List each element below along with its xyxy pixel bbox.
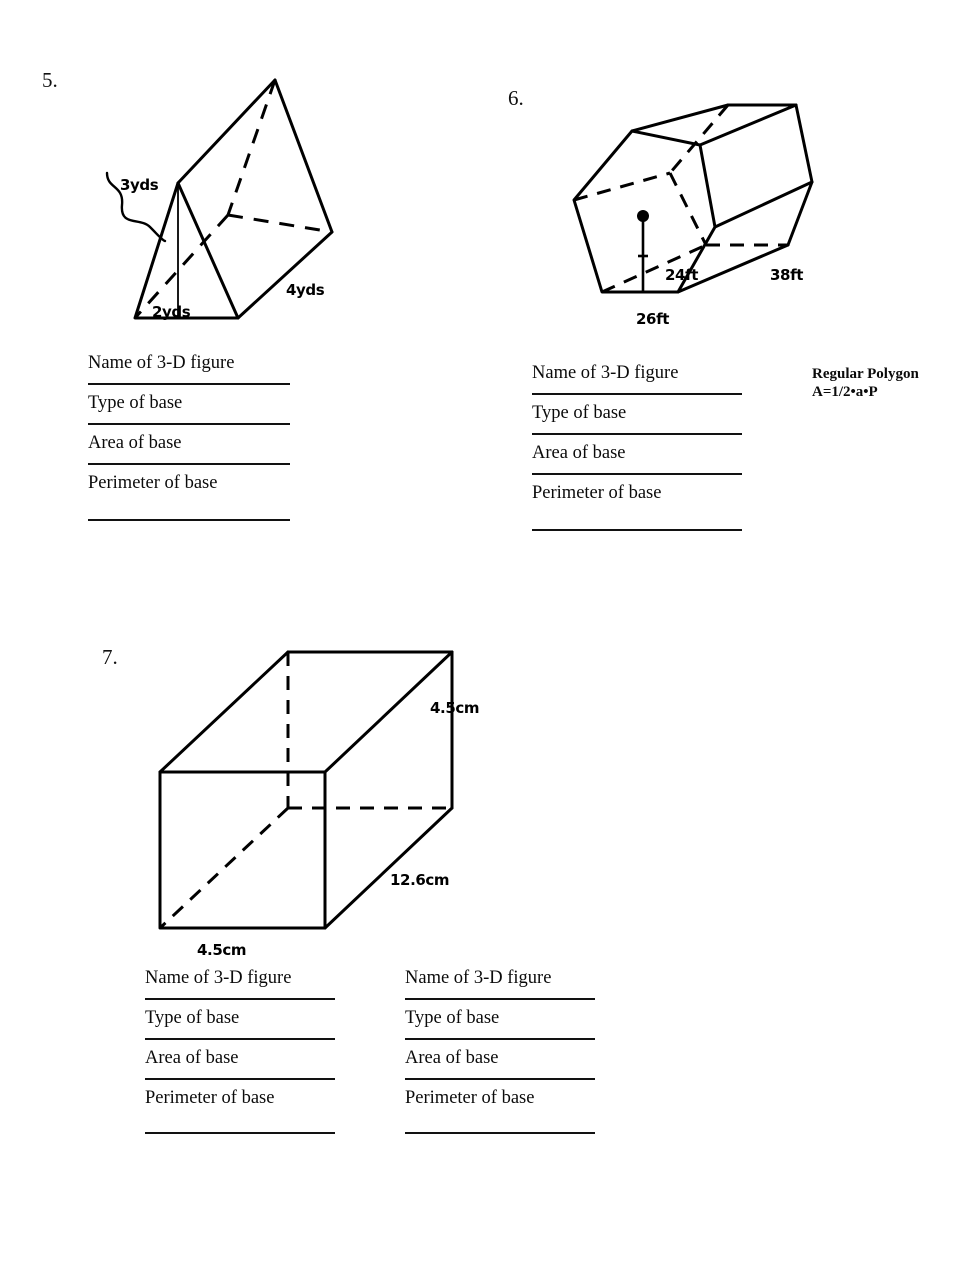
blank-rule-name[interactable] <box>145 998 335 1000</box>
dimension-label-height-3yds: 3yds <box>120 176 159 194</box>
problem-number-6: 6. <box>508 86 524 110</box>
rectangular-prism-drawing <box>150 640 480 940</box>
blank-rule-type[interactable] <box>405 1038 595 1040</box>
blank-label-type: Type of base <box>405 1008 500 1028</box>
blank-rule-area[interactable] <box>88 463 290 465</box>
blank-label-name: Name of 3-D figure <box>88 353 235 373</box>
blank-row-type <box>145 1008 335 1040</box>
blank-row-area <box>405 1048 595 1080</box>
blank-rule-area[interactable] <box>532 473 742 475</box>
problem-number-7: 7. <box>102 645 118 669</box>
blank-rule-area[interactable] <box>145 1078 335 1080</box>
dimension-label-base-2yds: 2yds <box>152 303 191 321</box>
dimension-label-width-4_5cm: 4.5cm <box>197 941 247 959</box>
figure-hexagonal-prism <box>560 85 860 335</box>
blank-row-name <box>532 363 742 395</box>
blank-row-area <box>532 443 742 475</box>
dimension-label-height-4_5cm: 4.5cm <box>430 699 480 717</box>
blank-row-perimeter <box>88 473 290 521</box>
blank-label-perimeter: Perimeter of base <box>405 1088 535 1108</box>
answer-blanks-problem-7-right <box>405 968 595 1142</box>
blank-rule-perimeter[interactable] <box>405 1132 595 1134</box>
blank-row-name <box>405 968 595 1000</box>
blank-row-type <box>532 403 742 435</box>
blank-label-perimeter: Perimeter of base <box>145 1088 275 1108</box>
blank-label-type: Type of base <box>145 1008 240 1028</box>
blank-row-type <box>88 393 290 425</box>
blank-rule-area[interactable] <box>405 1078 595 1080</box>
answer-blanks-problem-6 <box>532 363 742 539</box>
blank-row-area <box>88 433 290 465</box>
answer-blanks-problem-5 <box>88 353 290 529</box>
blank-rule-type[interactable] <box>145 1038 335 1040</box>
blank-label-area: Area of base <box>532 443 626 463</box>
blank-rule-perimeter[interactable] <box>145 1132 335 1134</box>
blank-row-name <box>88 353 290 385</box>
blank-label-name: Name of 3-D figure <box>532 363 679 383</box>
dimension-label-side-26ft: 26ft <box>636 310 669 328</box>
blank-label-name: Name of 3-D figure <box>145 968 292 988</box>
blank-row-perimeter <box>145 1088 335 1134</box>
blank-label-name: Name of 3-D figure <box>405 968 552 988</box>
note-line-1: Regular Polygon <box>812 366 919 382</box>
blank-label-area: Area of base <box>145 1048 239 1068</box>
blank-label-area: Area of base <box>88 433 182 453</box>
regular-polygon-formula-note <box>812 365 919 401</box>
blank-rule-type[interactable] <box>88 423 290 425</box>
blank-label-perimeter: Perimeter of base <box>88 473 218 493</box>
hexagonal-prism-drawing <box>560 85 860 335</box>
dimension-label-apothem-24ft: 24ft <box>665 266 698 284</box>
note-line-2: A=1/2•a•P <box>812 384 878 400</box>
blank-rule-name[interactable] <box>405 998 595 1000</box>
blank-rule-perimeter[interactable] <box>88 519 290 521</box>
blank-label-perimeter: Perimeter of base <box>532 483 662 503</box>
blank-label-type: Type of base <box>88 393 183 413</box>
problem-number-5: 5. <box>42 68 58 92</box>
figure-rectangular-prism <box>150 640 480 940</box>
blank-label-type: Type of base <box>532 403 627 423</box>
dimension-label-length-38ft: 38ft <box>770 266 803 284</box>
blank-row-area <box>145 1048 335 1080</box>
dimension-label-depth-12_6cm: 12.6cm <box>390 871 450 889</box>
blank-row-perimeter <box>532 483 742 531</box>
blank-rule-name[interactable] <box>532 393 742 395</box>
blank-rule-name[interactable] <box>88 383 290 385</box>
answer-blanks-problem-7-left <box>145 968 335 1142</box>
blank-row-name <box>145 968 335 1000</box>
blank-row-perimeter <box>405 1088 595 1134</box>
blank-rule-type[interactable] <box>532 433 742 435</box>
apothem-marker <box>637 210 649 292</box>
blank-label-area: Area of base <box>405 1048 499 1068</box>
dimension-label-length-4yds: 4yds <box>286 281 325 299</box>
blank-rule-perimeter[interactable] <box>532 529 742 531</box>
blank-row-type <box>405 1008 595 1040</box>
